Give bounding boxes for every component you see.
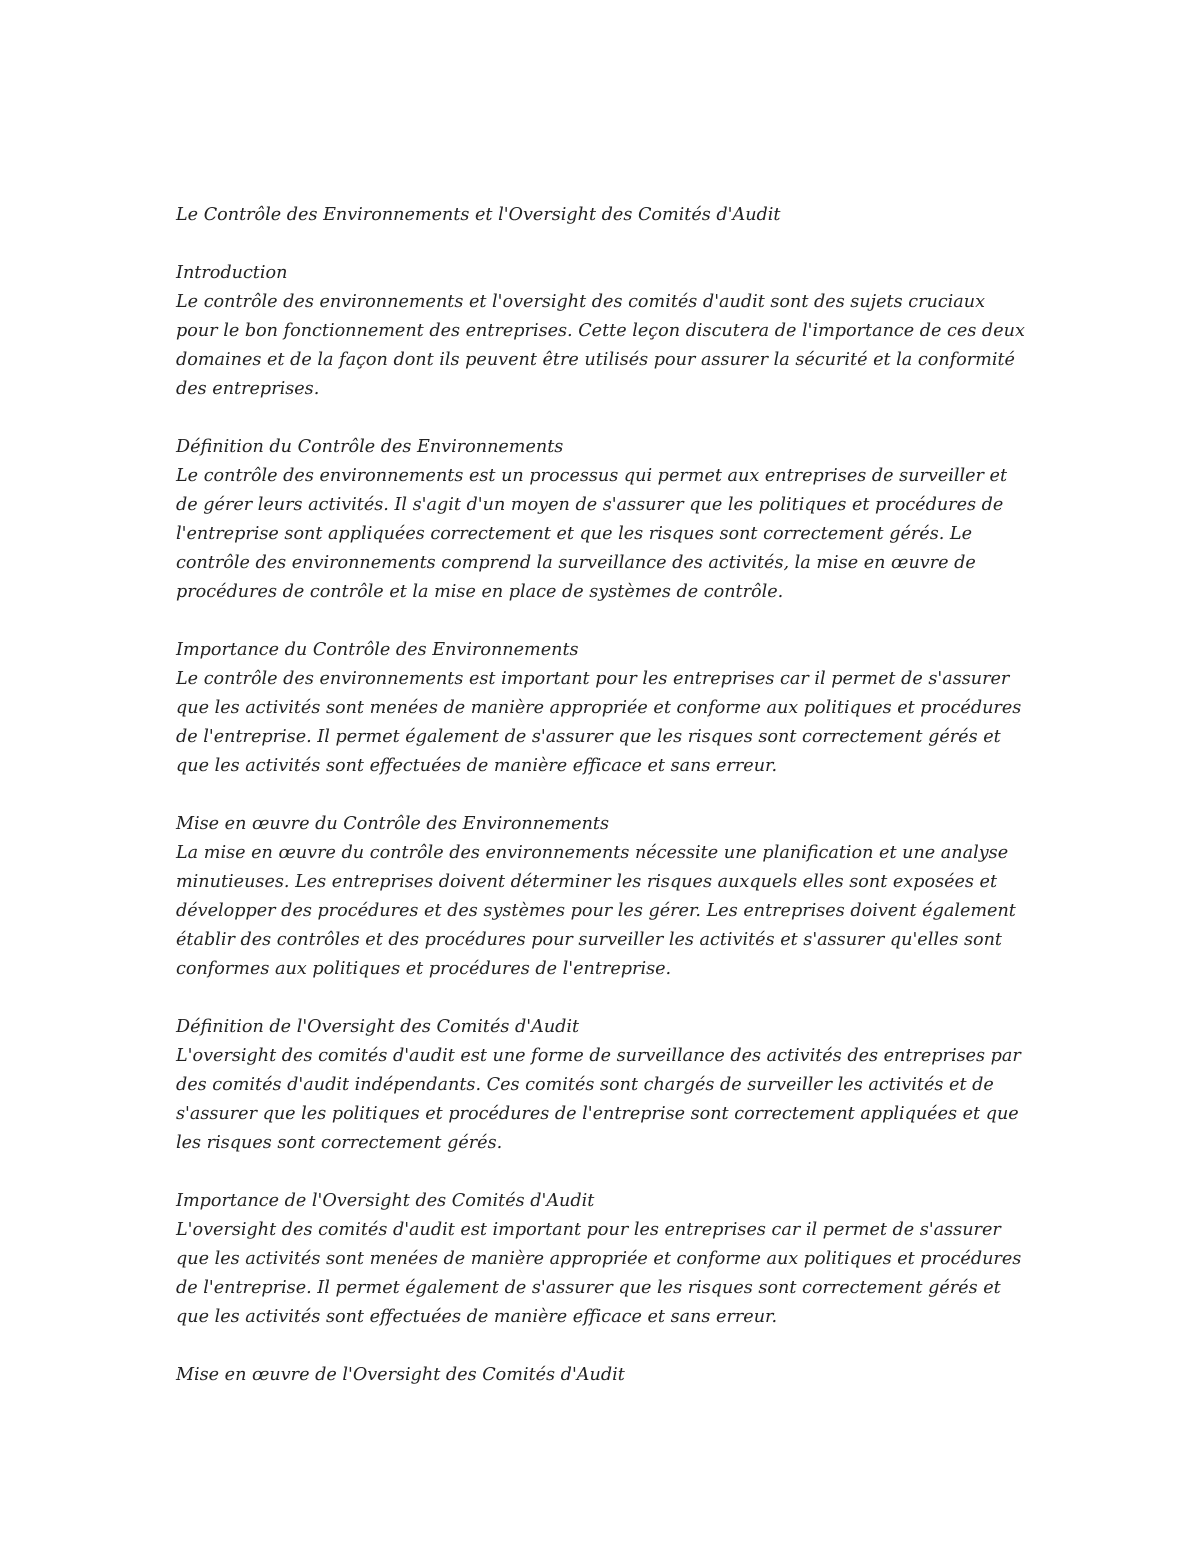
section-paragraph: Le contrôle des environnements et l'oversight des comités d'audit sont des sujets cruciaux pour le bon fonctionnement des entreprises. Cette leçon discutera de l'importance de ces deux domaines et de la façon dont ils peuvent être utilisés pour assurer la sécurité et la conformité des entreprises. xyxy=(176,292,1025,399)
section-heading: Importance de l'Oversight des Comités d'Audit xyxy=(176,1191,595,1211)
section-importance-controle xyxy=(176,636,1026,781)
section-mise-en-oeuvre-oversight xyxy=(176,1361,1026,1390)
document-page xyxy=(176,201,1026,1419)
section-heading: Mise en œuvre du Contrôle des Environnements xyxy=(176,814,610,834)
section-mise-en-oeuvre-controle xyxy=(176,810,1026,984)
section-introduction xyxy=(176,259,1026,404)
section-paragraph: Le contrôle des environnements est un processus qui permet aux entreprises de surveiller et de gérer leurs activités. Il s'agit d'un moyen de s'assurer que les politiques et procédures de l'entreprise sont appliquées correctement et que les risques sont correctement gérés. Le contrôle des environnements comprend la surveillance des activités, la mise en œuvre de procédures de contrôle et la mise en place de systèmes de contrôle. xyxy=(176,466,1008,602)
section-definition-oversight xyxy=(176,1013,1026,1158)
section-heading: Importance du Contrôle des Environnements xyxy=(176,640,579,660)
section-paragraph: La mise en œuvre du contrôle des environnements nécessite une planification et une analyse minutieuses. Les entreprises doivent déterminer les risques auxquels elles sont exposées et développer des procédures et des systèmes pour les gérer. Les entreprises doivent également établir des contrôles et des procédures pour surveiller les activités et s'assurer qu'elles sont conformes aux politiques et procédures de l'entreprise. xyxy=(176,843,1016,979)
document-title: Le Contrôle des Environnements et l'Oversight des Comités d'Audit xyxy=(176,205,781,225)
section-heading: Introduction xyxy=(176,263,288,283)
section-definition-controle xyxy=(176,433,1026,607)
section-heading: Mise en œuvre de l'Oversight des Comités d'Audit xyxy=(176,1365,625,1385)
section-heading: Définition de l'Oversight des Comités d'Audit xyxy=(176,1017,580,1037)
section-paragraph: Le contrôle des environnements est important pour les entreprises car il permet de s'assurer que les activités sont menées de manière appropriée et conforme aux politiques et procédures de l'entreprise. Il permet également de s'assurer que les risques sont correctement gérés et que les activités sont effectuées de manière efficace et sans erreur. xyxy=(176,669,1022,776)
section-paragraph: L'oversight des comités d'audit est important pour les entreprises car il permet de s'assurer que les activités sont menées de manière appropriée et conforme aux politiques et procédures de l'entreprise. Il permet également de s'assurer que les risques sont correctement gérés et que les activités sont effectuées de manière efficace et sans erreur. xyxy=(176,1220,1022,1327)
section-heading: Définition du Contrôle des Environnements xyxy=(176,437,564,457)
section-importance-oversight xyxy=(176,1187,1026,1332)
section-paragraph: L'oversight des comités d'audit est une forme de surveillance des activités des entreprises par des comités d'audit indépendants. Ces comités sont chargés de surveiller les activités et de s'assurer que les politiques et procédures de l'entreprise sont correctement appliquées et que les risques sont correctement gérés. xyxy=(176,1046,1021,1153)
